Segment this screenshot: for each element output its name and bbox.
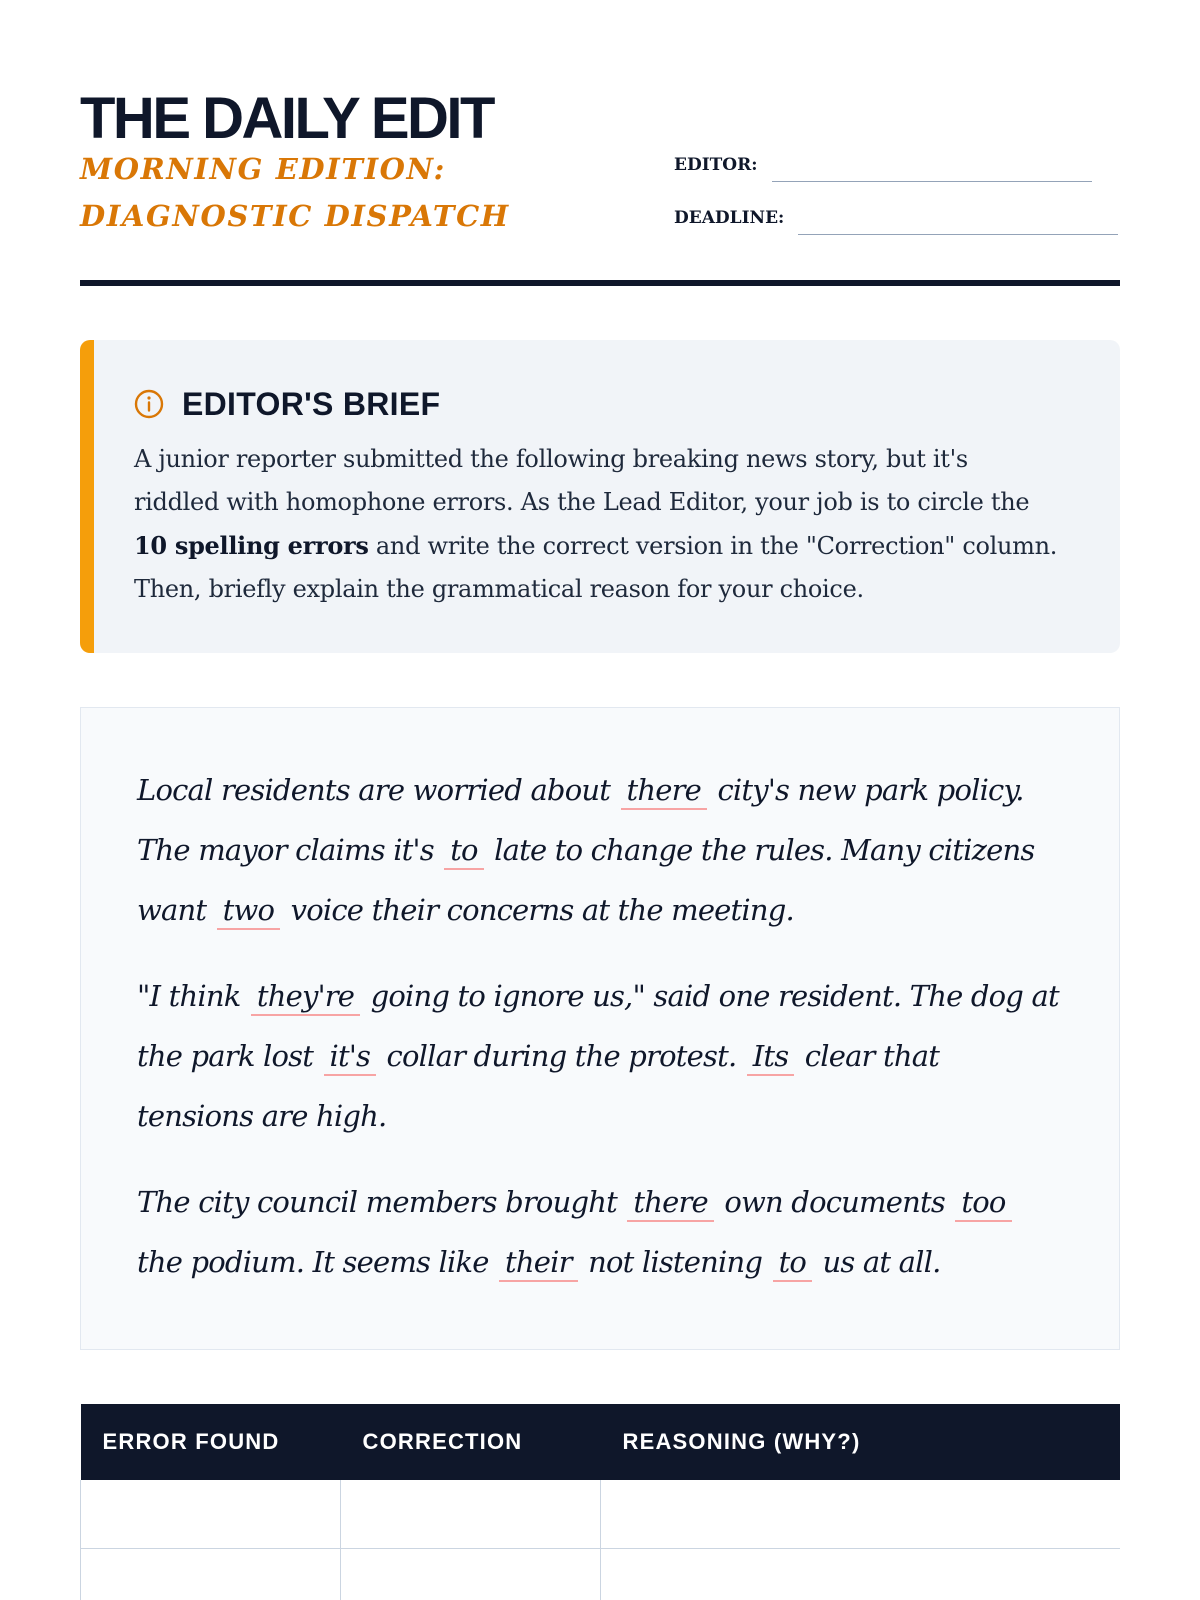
worksheet-page (80, 0, 1120, 1600)
deadline-label: DEADLINE: (674, 208, 785, 228)
column-header-reasoning: REASONING (WHY?) (601, 1404, 1121, 1480)
brief-instructions (134, 438, 1060, 611)
story-text: voice their concerns at the meeting. (282, 893, 794, 927)
story-paragraph (137, 966, 1063, 1146)
info-icon (134, 389, 164, 419)
reasoning-cell[interactable] (601, 1549, 1121, 1600)
homophone-error-word[interactable]: there (627, 1184, 714, 1222)
editor-label: EDITOR: (674, 155, 758, 175)
answer-table-wrapper (80, 1404, 1120, 1600)
story-text: own documents (715, 1185, 954, 1219)
edition-subtitle: MORNING EDITION: DIAGNOSTIC DISPATCH (80, 152, 510, 233)
correction-cell[interactable] (341, 1549, 601, 1600)
deadline-field (674, 205, 1118, 235)
error-found-cell[interactable] (81, 1549, 341, 1600)
homophone-error-word[interactable]: to (773, 1244, 813, 1282)
correction-cell[interactable] (341, 1480, 601, 1549)
story-text: collar during the protest. (378, 1039, 745, 1073)
homophone-error-word[interactable]: there (621, 772, 708, 810)
masthead (80, 80, 1120, 286)
homophone-error-word[interactable]: two (217, 892, 281, 930)
story-text: the podium. It seems like (137, 1245, 498, 1279)
brief-title: EDITOR'S BRIEF (182, 386, 441, 422)
answer-table (80, 1404, 1120, 1600)
editors-brief-callout (80, 340, 1120, 653)
editor-field (674, 152, 1092, 182)
story-text: clear that tensions are high. (137, 1039, 940, 1133)
table-row (81, 1480, 1121, 1549)
story-text: "I think (137, 979, 249, 1013)
column-header-correction: CORRECTION (341, 1404, 601, 1480)
table-header-row (81, 1404, 1121, 1480)
story-paragraph (137, 760, 1063, 940)
homophone-error-word[interactable]: their (499, 1244, 578, 1282)
story-text: The city council members brought (137, 1185, 626, 1219)
story-paragraph (137, 1172, 1063, 1292)
story-text: not listening (579, 1245, 771, 1279)
editor-blank-line[interactable] (772, 181, 1092, 182)
column-header-error-found: ERROR FOUND (81, 1404, 341, 1480)
story-text: us at all. (814, 1245, 941, 1279)
homophone-error-word[interactable]: it's (324, 1038, 377, 1076)
story-text: going to ignore us," said one resident. The dog at the park lost (137, 979, 1059, 1073)
news-story-panel (80, 707, 1120, 1350)
reasoning-cell[interactable] (601, 1480, 1121, 1549)
story-text: city's new park policy. The mayor claims it's (137, 773, 1024, 867)
homophone-error-word[interactable]: Its (747, 1038, 795, 1076)
table-row (81, 1549, 1121, 1600)
homophone-error-word[interactable]: to (444, 832, 484, 870)
story-text: Local residents are worried about (137, 773, 619, 807)
page-title: THE DAILY EDIT (80, 86, 493, 151)
story-text: late to change the rules. Many citizens want (137, 833, 1035, 927)
masthead-divider (80, 280, 1120, 286)
homophone-error-word[interactable]: they're (251, 978, 360, 1016)
brief-heading (134, 384, 1060, 424)
brief-text-start: A junior reporter submitted the following breaking news story, but it's riddled with homophone errors. As the Lead Editor, your job is to circle the (134, 445, 1030, 516)
brief-text-end: and write the correct version in the "Correction" column. Then, briefly explain the grammatical reason for your choice. (134, 532, 1058, 603)
brief-highlight: 10 spelling errors (134, 531, 369, 560)
homophone-error-word[interactable]: too (955, 1184, 1011, 1222)
error-found-cell[interactable] (81, 1480, 341, 1549)
deadline-blank-line[interactable] (798, 234, 1118, 235)
